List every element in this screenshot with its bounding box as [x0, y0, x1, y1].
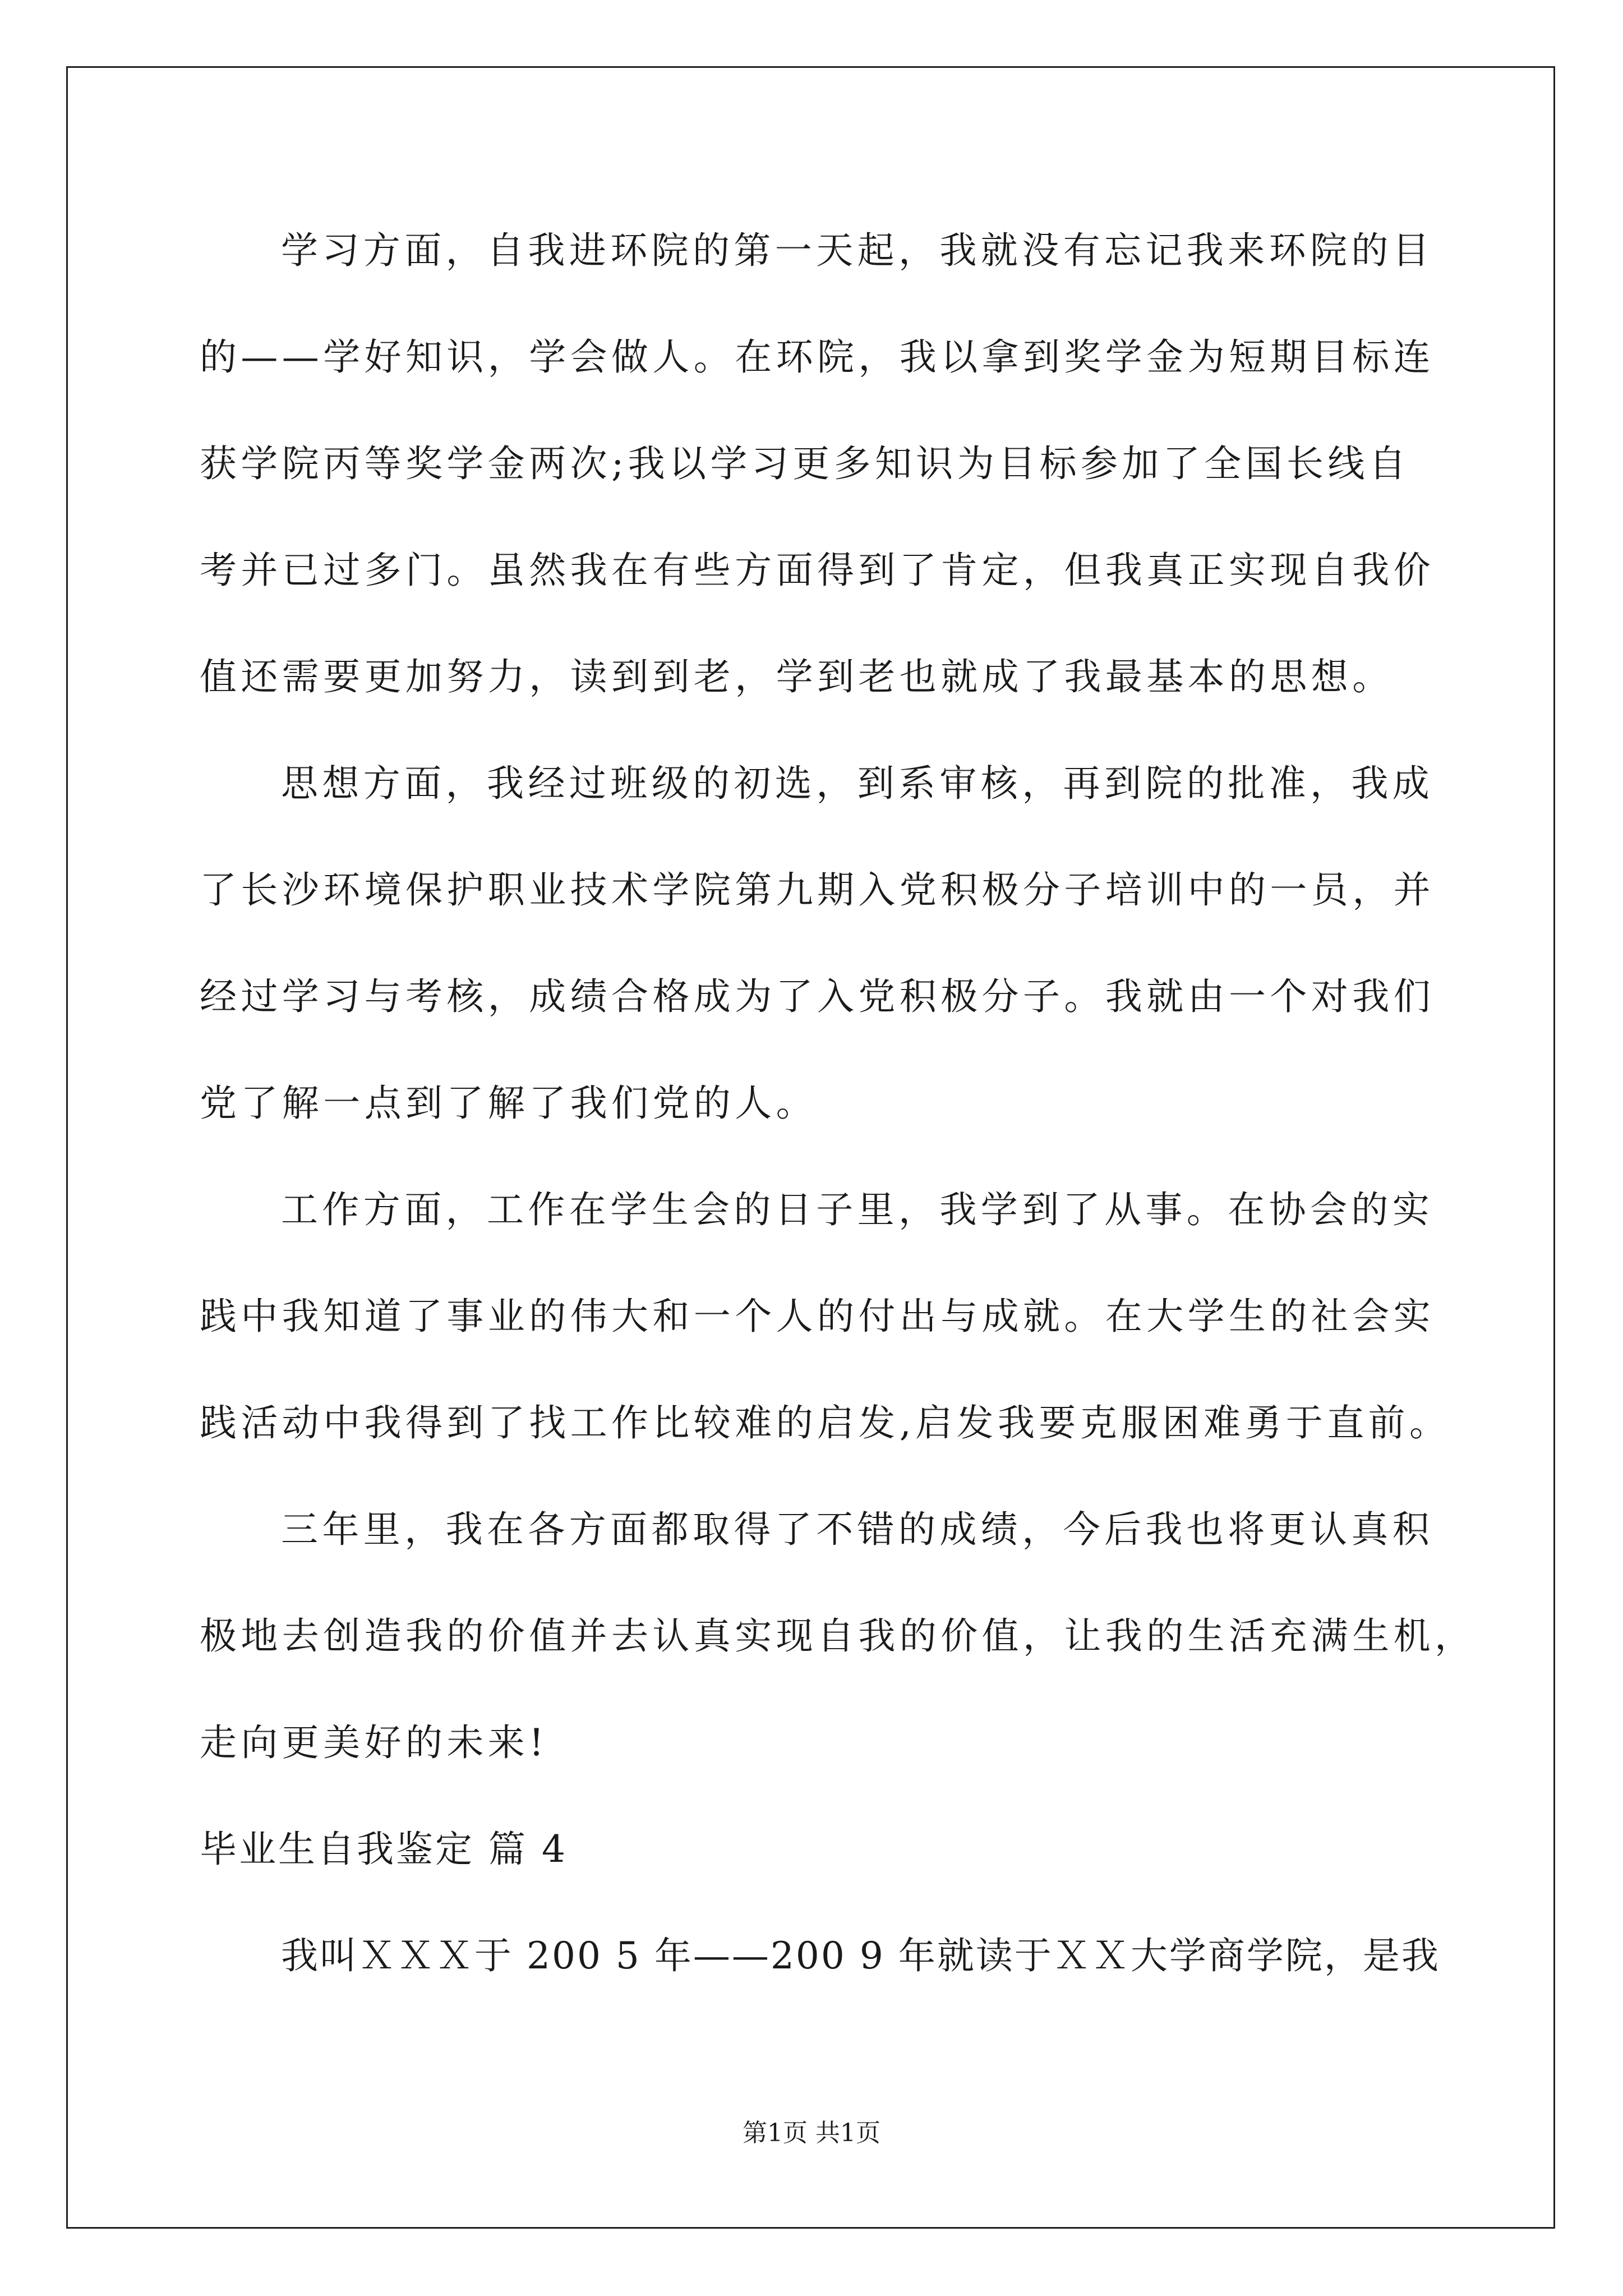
- paragraph-study-line-3: 获学院丙等奖学金两次;我以学习更多知识为目标参加了全国长线自: [200, 442, 1410, 485]
- paragraph-summary-line-2: 极地去创造我的价值并去认真实现自我的价值，让我的生活充满生机，: [200, 1614, 1476, 1658]
- paragraph-thought-line-1: 思想方面，我经过班级的初选，到系审核，再到院的批准，我成: [281, 762, 1434, 805]
- paragraph-study-line-2: 的——学好知识，学会做人。在环院，我以拿到奖学金为短期目标连: [200, 335, 1435, 379]
- paragraph-thought-line-3: 经过学习与考核，成绩合格成为了入党积极分子。我就由一个对我们: [200, 975, 1435, 1018]
- paragraph-work-line-1: 工作方面，工作在学生会的日子里，我学到了从事。在协会的实: [281, 1188, 1434, 1231]
- paragraph-work-line-2: 践中我知道了事业的伟大和一个人的付出与成就。在大学生的社会实: [200, 1295, 1435, 1338]
- paragraph-study-line-1: 学习方面，自我进环院的第一天起，我就没有忘记我来环院的目: [281, 229, 1434, 272]
- paragraph-summary-line-1: 三年里，我在各方面都取得了不错的成绩，今后我也将更认真积: [281, 1508, 1434, 1551]
- paragraph-thought-line-4: 党了解一点到了解了我们党的人。: [200, 1082, 817, 1125]
- section-heading: 毕业生自我鉴定 篇 4: [200, 1828, 568, 1871]
- paragraph-study-line-5: 值还需要更加努力，读到到老，学到老也就成了我最基本的思想。: [200, 655, 1394, 698]
- paragraph-thought-line-2: 了长沙环境保护职业技术学院第九期入党积极分子培训中的一员，并: [200, 868, 1435, 912]
- paragraph-summary-line-3: 走向更美好的未来!: [200, 1721, 548, 1764]
- page-border: [66, 66, 1555, 2229]
- paragraph-study-line-4: 考并已过多门。虽然我在有些方面得到了肯定，但我真正实现自我价: [200, 549, 1435, 592]
- paragraph-work-line-3: 践活动中我得到了找工作比较难的启发,启发我要克服困难勇于直前。: [200, 1401, 1451, 1444]
- paragraph-next-line-1: 我叫ＸＸＸ于 200 5 年——200 9 年就读于ＸＸ大学商学院，是我: [281, 1934, 1440, 1977]
- page-footer: 第1页 共1页: [743, 2119, 880, 2147]
